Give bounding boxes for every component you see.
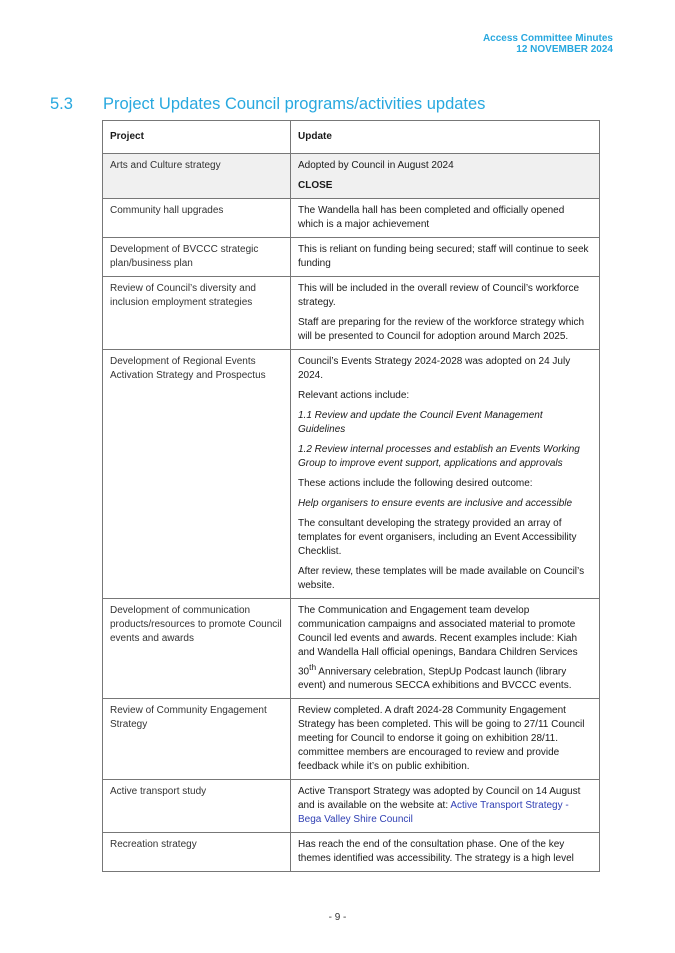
action-text: 1.2 Review internal processes and establish an Events Working Group to improve event support, applications and approvals [298, 444, 580, 469]
section-heading [50, 94, 485, 114]
project-cell: Review of Community Engagement Strategy [103, 699, 291, 780]
update-text [298, 785, 592, 827]
update-cell [291, 199, 600, 238]
update-cell [291, 350, 600, 599]
project-cell: Development of BVCCC strategic plan/business plan [103, 238, 291, 277]
update-cell [291, 833, 600, 872]
project-cell: Development of Regional Events Activation Strategy and Prospectus [103, 350, 291, 599]
update-cell [291, 599, 600, 699]
update-text-part: Anniversary celebration, StepUp Podcast launch (library event) and numerous SECCA exhibitions and BVCCC events. [298, 666, 572, 692]
update-text: After review, these templates will be made available on Council’s website. [298, 566, 585, 591]
table-row [103, 780, 600, 833]
update-text: Staff are preparing for the review of the workforce strategy which will be presented to Council for adoption around March 2025. [298, 317, 585, 342]
table-row [103, 277, 600, 350]
update-text: Relevant actions include: [298, 390, 410, 401]
update-text: The Wandella hall has been completed and officially opened which is a major achievement [298, 205, 565, 230]
update-text: These actions include the following desired outcome: [298, 478, 533, 489]
ordinal-suffix: th [309, 662, 317, 672]
header-date: 12 NOVEMBER 2024 [516, 44, 613, 55]
update-text: This will be included in the overall review of Council’s workforce strategy. [298, 283, 580, 308]
table-row [103, 199, 600, 238]
project-cell: Active transport study [103, 780, 291, 833]
outcome-text: Help organisers to ensure events are inclusive and accessible [298, 498, 573, 509]
table-row [103, 599, 600, 699]
header-title: Access Committee Minutes [482, 33, 613, 44]
project-cell: Review of Council’s diversity and inclusion employment strategies [103, 277, 291, 350]
status-text: CLOSE [298, 180, 333, 191]
update-text: The consultant developing the strategy provided an array of templates for event organisers, including an Event Accessibility Checklist. [298, 518, 577, 557]
section-title: Project Updates Council programs/activities updates [103, 95, 486, 113]
table-row [103, 350, 600, 599]
page-number: - 9 - [328, 912, 347, 923]
section-number: 5.3 [50, 95, 73, 113]
table-header-row [103, 121, 600, 154]
document-header [483, 33, 613, 55]
update-cell [291, 154, 600, 199]
update-cell [291, 780, 600, 833]
project-cell: Recreation strategy [103, 833, 291, 872]
update-cell [291, 277, 600, 350]
project-cell: Community hall upgrades [103, 199, 291, 238]
project-cell: Development of communication products/resources to promote Council events and awards [103, 599, 291, 699]
column-header-project: Project [103, 121, 291, 154]
project-cell: Arts and Culture strategy [103, 154, 291, 199]
table-row [103, 699, 600, 780]
update-cell [291, 238, 600, 277]
update-text: Adopted by Council in August 2024 [298, 160, 454, 171]
action-text: 1.1 Review and update the Council Event Management Guidelines [298, 410, 543, 435]
table-row [103, 833, 600, 872]
update-text-part: Active Transport Strategy was adopted by Council on 14 August and is available on the website at: [298, 786, 581, 812]
update-cell [291, 699, 600, 780]
table-row [103, 238, 600, 277]
active-transport-strategy-link[interactable]: Active Transport Strategy - Bega Valley Shire Council [298, 800, 569, 826]
update-text: This is reliant on funding being secured; staff will continue to seek funding [298, 244, 589, 269]
project-updates-table [102, 120, 600, 872]
update-text: Has reach the end of the consultation phase. One of the key themes identified was accessibility. The strategy is a high level [298, 839, 574, 865]
column-header-update: Update [291, 121, 600, 154]
update-text: Council’s Events Strategy 2024-2028 was adopted on 24 July 2024. [298, 356, 571, 381]
update-text-part: The Communication and Engagement team develop communication campaigns and associated material to promote Council led events and awards. Recent examples include: Kiah and Wandella Hall official openings, Bandara Children Services 30 [298, 605, 578, 678]
update-text [298, 604, 592, 693]
update-text: Review completed. A draft 2024-28 Community Engagement Strategy has been completed. This will be going to 27/11 Council meeting for Council to endorse it going on exhibition 28/11. committee members are encouraged to review and provide feedback while it’s on public exhibition. [298, 705, 585, 773]
table-row [103, 154, 600, 199]
